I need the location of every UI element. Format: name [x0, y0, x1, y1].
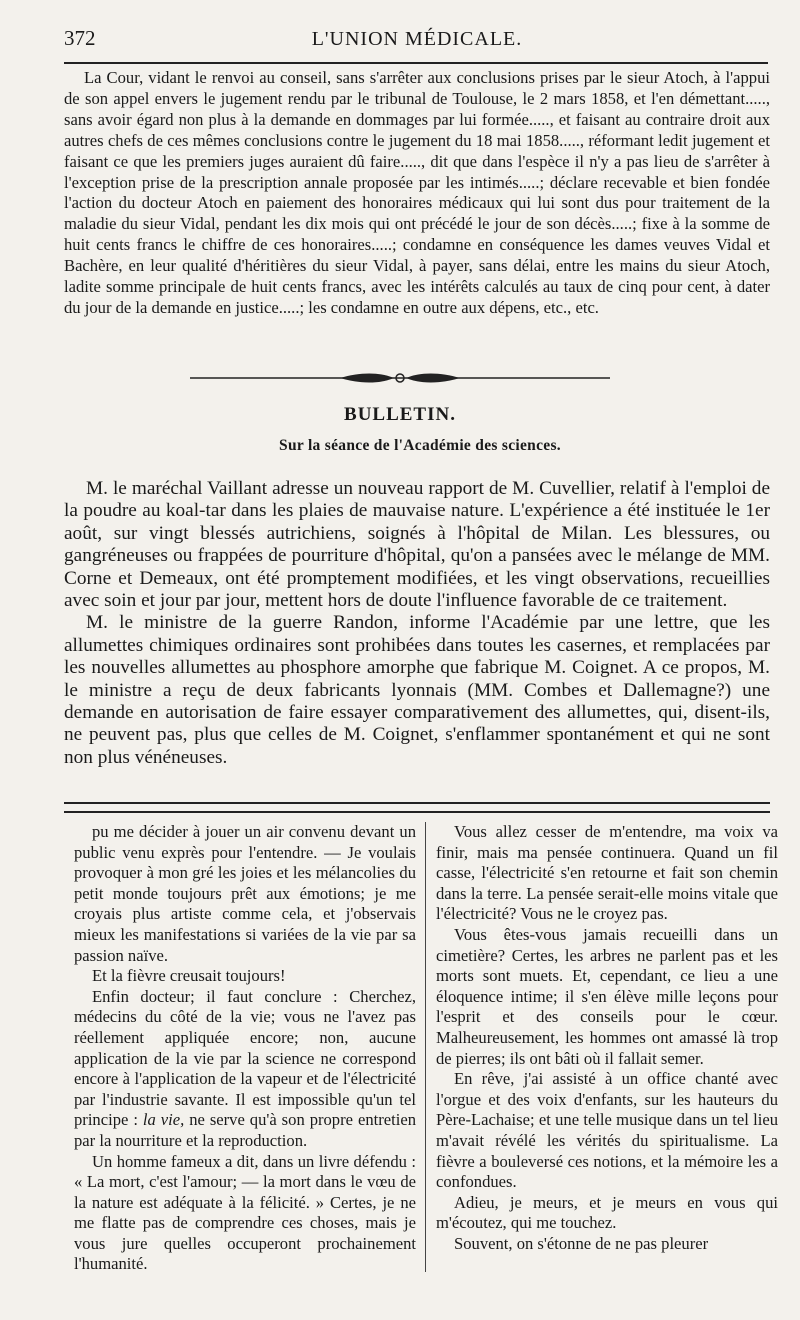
feuilleton-paragraph [74, 987, 416, 1152]
bulletin-title: BULLETIN. [344, 404, 456, 425]
bulletin-paragraph: M. le ministre de la guerre Randon, informe l'Académie par une lettre, que les allumettes chimiques ordinaires sont prohibées dans toutes les casernes, et remplacées par les nouvelles allumettes au phosphore amorphe que fabrique M. Coignet. A ce propos, M. le ministre a reçu de deux fabricants lyonnais (MM. Combes et Dallemagne?) une demande en autorisation de faire essayer comparativement des allumettes, qui, disent-ils, ne peuvent pas, plus que celles de M. Coignet, s'enflammer spontanément et qui ne sont non plus vénéneuses. [64, 612, 770, 768]
feuilleton-left-column [74, 822, 416, 1275]
feuilleton-paragraph: Un homme fameux a dit, dans un livre défendu : « La mort, c'est l'amour; — la mort dans le vœu de la nature est adéquate à la félicité. » Certes, je ne me flatte pas de comprendre ces choses, mais je vous jure quelles occuperont prochainement l'humanité. [74, 1151, 416, 1274]
feuilleton-paragraph: pu me décider à jouer un air convenu devant un public venu exprès pour l'entendre. — Je voulais provoquer à mon gré les joies et les mélancolies du petit monde toujours prêt aux émotions; je me croyais plus artiste comme cela, et j'observais mieux les manifestations si variées de la vie par sa passion naïve. [74, 822, 416, 965]
bulletin-subtitle: Sur la séance de l'Académie des sciences. [279, 437, 561, 454]
page-number: 372 [64, 26, 96, 50]
column-divider [425, 822, 426, 1272]
feuilleton-paragraph: Adieu, je meurs, et je meurs en vous qui m'écoutez, qui me touchez. [436, 1192, 778, 1233]
feuilleton-paragraph: En rêve, j'ai assisté à un office chanté avec l'orgue et des voix d'enfants, sur les hauteurs du Père-Lachaise; et une telle musique dans un tel lieu m'avait révélé les vérités du spiritualisme. La fièvre a bouleversé ces notions, et la mémoire les a confondues. [436, 1069, 778, 1192]
page-header [64, 26, 770, 56]
feuilleton-right-column [436, 822, 778, 1254]
text-run: ne serve qu'à son propre entretien par la nourriture et la reproduction. [74, 1110, 416, 1150]
header-rule [64, 62, 768, 64]
judgment-paragraph: La Cour, vidant le renvoi au conseil, sans s'arrêter aux conclusions prises par le sieur Atoch, à l'appui de son appel envers le jugement rendu par le tribunal de Toulouse, le 2 mars 1858, et l'en démettant....., sans avoir égard non plus à la demande en dommages par lui formée....., et faisant au contraire droit aux autres chefs de ces mêmes conclusions contre le jugement du 18 mai 1858....., réformant ledit jugement et faisant ce que les premiers juges auraient dû faire....., dit que dans l'espèce il n'y a pas lieu de s'arrêter à l'exception prise de la prescription annale proposée par les intimés.....; déclare recevable et bien fondée l'action du docteur Atoch en paiement des honoraires médicaux qui lui sont dus pour traitement de la maladie du sieur Vidal, pendant les dix mois qui ont précédé le jour de son décès.....; fixe à la somme de huit cents francs le chiffre de ces honoraires.....; condamne en conséquence les dames veuves Vidal et Bachère, en leur qualité d'héritières du sieur Vidal, à payer, sans délai, entre les mains du sieur Atoch, ladite somme principale de huit cents francs, avec les intérêts calculés au taux de cinq pour cent, à dater du jour de la demande en justice.....; les condamne en outre aux dépens, etc., etc. [64, 68, 770, 317]
running-head: L'UNION MÉDICALE. [311, 28, 523, 50]
feuilleton-separator [64, 802, 770, 813]
feuilleton-paragraph: Et la fièvre creusait toujours! [92, 966, 286, 986]
feuilleton-paragraph: Vous allez cesser de m'entendre, ma voix va finir, mais ma pensée continuera. Quand un fil casse, l'électricité s'en retourne et fait son chemin dans la terre. La pensée serait-elle moins vitale que l'électricité? Vous ne le croyez pas. [436, 822, 778, 924]
italic-phrase: la vie, [142, 1110, 185, 1130]
bulletin-paragraph: M. le maréchal Vaillant adresse un nouveau rapport de M. Cuvellier, relatif à l'emploi de la poudre au koal-tar dans les plaies de mauvaise nature. L'expérience a été instituée le 1er août, sur vingt blessés autrichiens, soignés à l'hôpital de Milan. Les blessures, ou gangréneuses ou frappées de pourriture d'hôpital, qu'on a pansées avec le mélange de MM. Corne et Demeaux, ont été promptement modifiées, et les vingt observations, recueillies avec soin et jour par jour, mettent hors de doute l'influence favorable de ce traitement. [64, 478, 770, 612]
text-run: Enfin docteur; il faut conclure : Cherchez, médecins du côté de la vie; vous ne l'avez pas réellement appliquée encore; non, aucune application de la vie par la science ne correspond encore à l'application de la vapeur et de l'électricité par l'industrie savante. Il est impossible qu'un tel principe : [74, 986, 416, 1130]
bulletin-body [64, 478, 770, 769]
ornamental-divider [190, 370, 610, 386]
feuilleton-paragraph: Vous êtes-vous jamais recueilli dans un cimetière? Certes, les arbres ne parlent pas et les morts sont muets. Et, cependant, ce lieu a une éloquence intime; il s'en élève mille leçons pour l'esprit et des conseils pour le cœur. Malheureusement, les hommes ont amassé là trop de pierres; ils ont bâti où il fallait semer. [436, 924, 778, 1068]
feuilleton-paragraph: Souvent, on s'étonne de ne pas pleurer [454, 1233, 709, 1253]
court-judgment [64, 68, 770, 319]
